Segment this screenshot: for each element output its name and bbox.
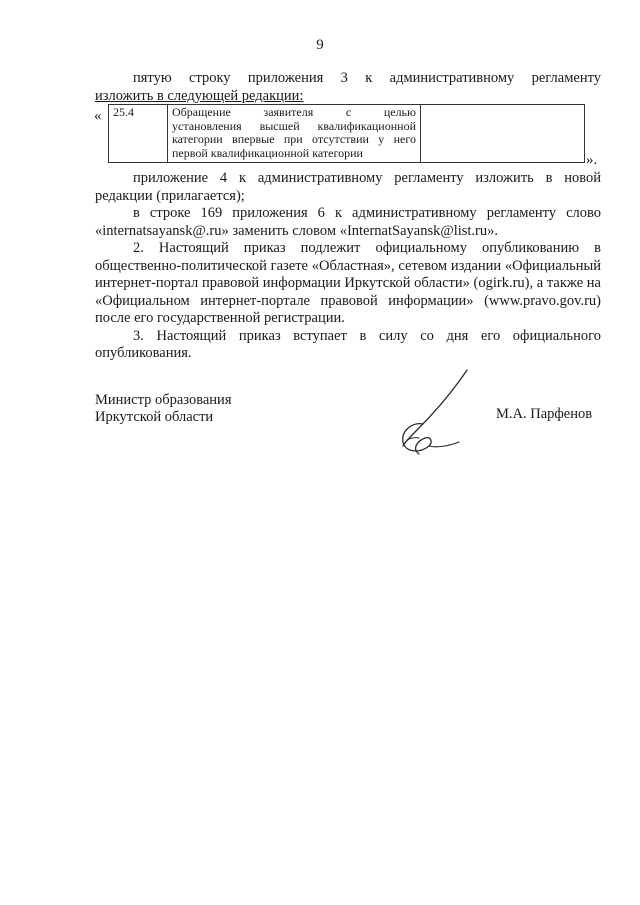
row-description-line: Обращение заявителя с целью bbox=[172, 105, 416, 119]
signatory-title bbox=[95, 392, 231, 426]
row-description-line: установления высшей квалификационной bbox=[172, 118, 416, 133]
row-number-cell: 25.4 bbox=[109, 105, 168, 163]
body-paragraphs bbox=[95, 170, 601, 363]
intro-line-2-text: изложить в следующей редакции: bbox=[95, 87, 304, 104]
quote-close: ». bbox=[586, 152, 598, 168]
paragraph-entry-into-force: 3. Настоящий приказ вступает в силу со дня его официального опубликования. bbox=[95, 327, 601, 361]
handwritten-signature bbox=[385, 366, 485, 462]
paragraph-appendix-4: приложение 4 к административному регламенту изложить в новой редакции (прилагается); bbox=[95, 170, 601, 204]
signatory-title-line-1: Министр образования bbox=[95, 392, 232, 408]
row-description-cell bbox=[168, 105, 421, 163]
amendment-table bbox=[108, 104, 585, 163]
intro-line-2 bbox=[95, 88, 601, 106]
paragraph-publication: 2. Настоящий приказ подлежит официальному опубликованию в общественно-политической газете «Областная», сетевом издании «Официальный интернет-портал правовой информации Иркутской области» (ogirk.ru), а также на «Официальном интернет-портале правовой информации» (www.pravo.gov.ru) после его государственной регистрации. bbox=[95, 240, 601, 326]
row-empty-cell bbox=[421, 105, 585, 163]
row-description-line: первой квалификационной категории bbox=[172, 145, 363, 160]
page-number: 9 bbox=[316, 37, 324, 53]
intro-paragraph bbox=[95, 70, 601, 105]
row-description-line: категории впервые при отсутствии у него bbox=[172, 132, 416, 146]
quote-open: « bbox=[94, 108, 102, 124]
signatory-name: М.А. Парфенов bbox=[496, 406, 593, 422]
intro-line-1: пятую строку приложения 3 к административному регламенту bbox=[133, 70, 601, 86]
signatory-title-line-2: Иркутской области bbox=[95, 409, 214, 425]
table-row bbox=[109, 105, 585, 163]
paragraph-line-169: в строке 169 приложения 6 к административному регламенту слово «internatsayansk@.ru» заменить словом «InternatSayansk@list.ru». bbox=[95, 205, 601, 239]
